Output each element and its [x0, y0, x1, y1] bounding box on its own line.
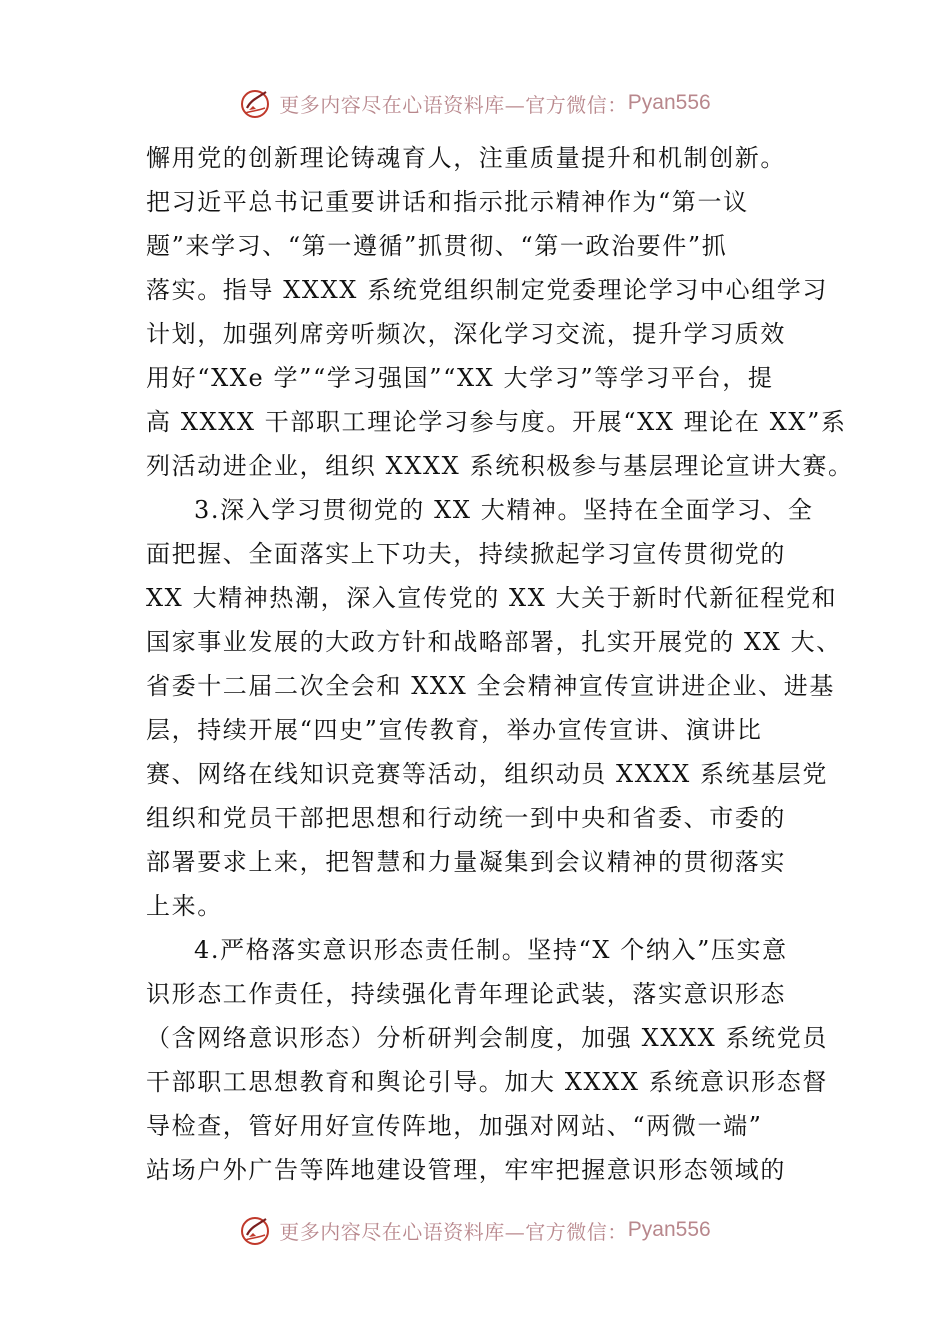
footer-watermark: [0, 1210, 950, 1250]
text-line: 高 XXXX 干部职工理论学习参与度。开展“XX 理论在 XX”系: [146, 408, 847, 436]
document-body: [146, 136, 854, 1192]
text-line: XX 大精神热潮，深入宣传党的 XX 大关于新时代新征程党和: [146, 584, 838, 612]
text-line: 识形态工作责任，持续强化青年理论武装，落实意识形态: [146, 980, 786, 1008]
text-line: 干部职工思想教育和舆论引导。加大 XXXX 系统意识形态督: [146, 1068, 828, 1096]
text-line: 落实。指导 XXXX 系统党组织制定党委理论学习中心组学习: [146, 276, 828, 304]
text-line: 用好“XXe 学”“学习强国”“XX 大学习”等学习平台，提: [146, 364, 774, 392]
text-line: 部署要求上来，把智慧和力量凝集到会议精神的贯彻落实: [146, 848, 786, 876]
text-line: 导检查，管好用好宣传阵地，加强对网站、“两微一端”: [146, 1112, 763, 1140]
watermark-text: 更多内容尽在心语资料库—官方微信：: [279, 92, 628, 117]
text-line: 省委十二届二次全会和 XXX 全会精神宣传宣讲进企业、进基: [146, 672, 835, 700]
text-line: （含网络意识形态）分析研判会制度，加强 XXXX 系统党员: [146, 1024, 828, 1052]
text-line: 列活动进企业，组织 XXXX 系统积极参与基层理论宣讲大赛。: [146, 452, 854, 480]
text-line: 计划，加强列席旁听频次，深化学习交流，提升学习质效: [146, 320, 786, 348]
watermark-text: 更多内容尽在心语资料库—官方微信：: [279, 1219, 628, 1244]
text-line: 3.深入学习贯彻党的 XX 大精神。坚持在全面学习、全: [194, 496, 814, 524]
watermark-wechat-id: Pyan556: [627, 91, 711, 114]
text-line: 国家事业发展的大政方针和战略部署，扎实开展党的 XX 大、: [146, 628, 842, 656]
text-line: 组织和党员干部把思想和行动统一到中央和省委、市委的: [146, 804, 786, 832]
text-line: 懈用党的创新理论铸魂育人，注重质量提升和机制创新。: [146, 144, 786, 172]
header-watermark: [0, 83, 950, 123]
watermark-wechat-id: Pyan556: [627, 1218, 711, 1241]
text-line: 上来。: [146, 892, 223, 920]
text-line: 面把握、全面落实上下功夫，持续掀起学习宣传贯彻党的: [146, 540, 786, 568]
pen-logo-icon: [239, 86, 273, 120]
text-line: 把习近平总书记重要讲话和指示批示精神作为“第一议: [146, 188, 749, 216]
pen-logo-icon: [239, 1213, 273, 1247]
text-line: 站场户外广告等阵地建设管理，牢牢把握意识形态领域的: [146, 1156, 786, 1184]
text-line: 赛、网络在线知识竞赛等活动，组织动员 XXXX 系统基层党: [146, 760, 828, 788]
text-line: 层，持续开展“四史”宣传教育，举办宣传宣讲、演讲比: [146, 716, 763, 744]
text-line: 4.严格落实意识形态责任制。坚持“X 个纳入”压实意: [194, 936, 788, 964]
text-line: 题”来学习、“第一遵循”抓贯彻、“第一政治要件”抓: [146, 232, 728, 260]
